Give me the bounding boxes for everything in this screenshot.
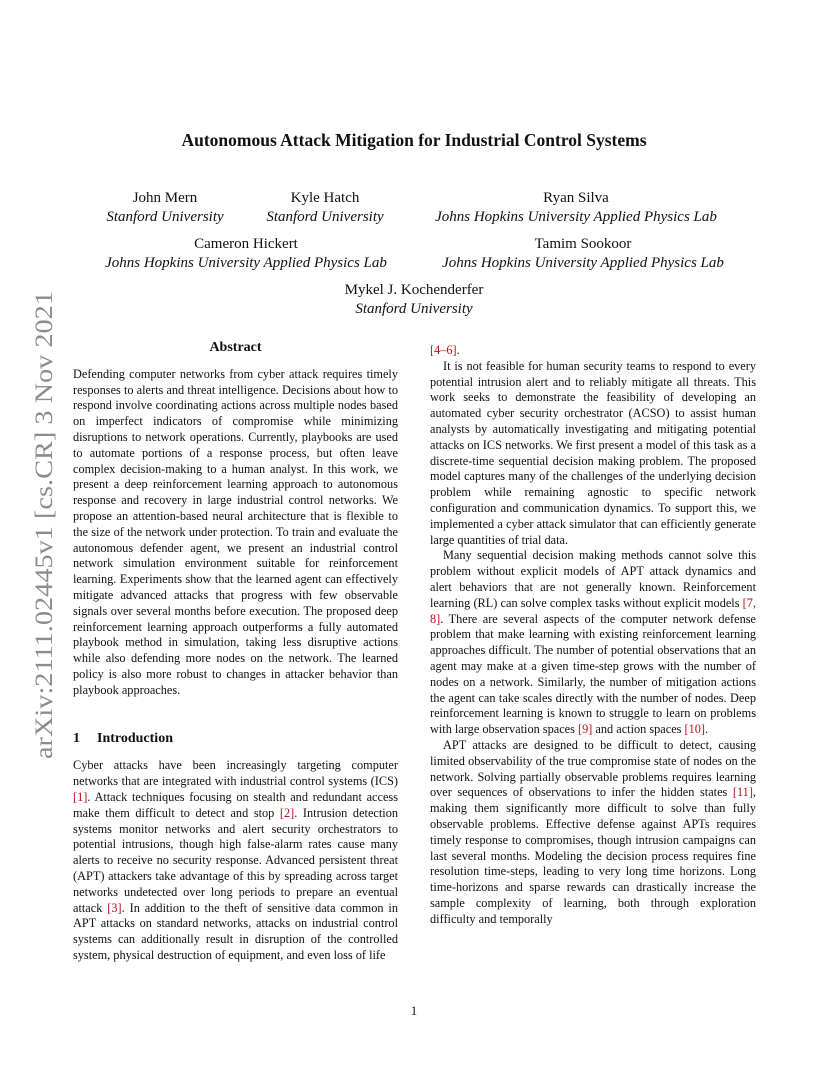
citation-link[interactable]: [1] xyxy=(73,789,88,804)
abstract-heading: Abstract xyxy=(209,340,262,355)
author-block xyxy=(254,189,396,227)
right-column xyxy=(430,343,756,927)
citation-link[interactable]: [4–6] xyxy=(430,343,457,357)
body-text: Cyber attacks have been increasingly targeting computer networks that are integrated with industrial control systems (ICS) xyxy=(73,758,398,789)
author-affiliation: Stanford University xyxy=(355,301,473,317)
citation-link[interactable]: [10] xyxy=(684,722,706,737)
author-block xyxy=(314,281,514,319)
body-text: . xyxy=(456,343,460,357)
section-number: 1 xyxy=(73,730,80,746)
citation-link[interactable]: [11] xyxy=(732,785,753,800)
author-block xyxy=(423,235,743,273)
author-name: Ryan Silva xyxy=(543,190,609,206)
author-affiliation: Johns Hopkins University Applied Physics Lab xyxy=(442,255,724,271)
author-name: Cameron Hickert xyxy=(194,236,298,252)
intro-paragraph-1-continued xyxy=(430,343,756,359)
author-block xyxy=(86,235,406,273)
intro-paragraph-2: It is not feasible for human security teams to respond to every potential intrusion alert and to reliably mitigate all threats. This work seeks to demonstrate the feasibility of developing an automated cyber security orchestrator (ACSO) to assist human analysts by automatically investigating and mitigating potential attacks on ICS networks. We first present a model of this task as a discrete-time sequential decision making problem. The proposed model captures many of the challenges of the underlying decision problem while remaining agnostic to specific network configuration and communication dynamics. To support this, we implemented a cyber attack simulator that can efficiently generate large quantities of trial data. xyxy=(430,358,756,547)
body-text: APT attacks are designed to be difficult to detect, causing limited observability of the true compromise state of nodes on the network. Solving partially observable problems requires learning over sequences of observations to infer the hidden states xyxy=(430,737,756,800)
author-name: Mykel J. Kochenderfer xyxy=(344,282,484,298)
citation-link[interactable]: [2] xyxy=(279,805,295,820)
body-text: , making them significantly more difficult to solve than fully observable problems. Effective defense against APTs requires timely response to compromises, though intrusion campaigns can last several months. Modeling the decision process requires fine resolution time-steps, leading to very long time horizons. Long time-horizons and sparse rewards can drastically increase the sample complexity of learning, both through exploration difficulty and temporally xyxy=(430,785,756,926)
author-affiliation: Stanford University xyxy=(106,209,224,225)
intro-paragraph-3 xyxy=(430,548,756,738)
author-affiliation: Stanford University xyxy=(266,209,384,225)
body-text: . Intrusion detection systems monitor networks and alert security orchestrators to potential intrusions, though high false-alarm rates cause many alerts to receive no security response. Advanced persistent threat (APT) attackers take advantage of this by spreading across target networks undetected over long periods to prepare an eventual attack xyxy=(73,805,398,915)
body-text: . Attack techniques focusing on stealth and redundant access make them difficult to detect and stop xyxy=(73,789,398,820)
author-block xyxy=(95,189,235,227)
body-text: . There are several aspects of the computer network defense problem that make learning with existing reinforcement learning approaches difficult. The number of potential observations that an agent may make at a given time-step grows with the number of nodes on a network. Similarly, the number of mitigation actions the agent can take scales directly with the number of nodes. Deep reinforcement learning is known to struggle to learn on problems with large observation spaces xyxy=(430,611,756,737)
section-heading xyxy=(73,731,398,747)
arxiv-identifier-text: arXiv:2111.02445v1 [cs.CR] 3 Nov 2021 xyxy=(29,337,58,759)
body-text: Many sequential decision making methods cannot solve this problem without explicit models of APT attack dynamics and alert behaviors that are not generally known. Reinforcement learning (RL) can solve complex tasks without explicit models xyxy=(430,548,756,610)
section-title: Introduction xyxy=(97,730,173,746)
intro-paragraph-4 xyxy=(430,738,756,928)
arxiv-identifier-svg xyxy=(22,289,62,759)
body-text: and action spaces xyxy=(592,722,685,737)
author-affiliation: Johns Hopkins University Applied Physics Lab xyxy=(435,209,717,225)
left-column xyxy=(73,340,398,964)
author-name: John Mern xyxy=(132,190,198,206)
intro-paragraph-1 xyxy=(73,758,398,963)
page-number: 1 xyxy=(410,1003,418,1018)
author-block xyxy=(416,189,736,227)
paper-title: Autonomous Attack Mitigation for Industrial Control Systems xyxy=(181,130,647,150)
citation-link[interactable]: [3] xyxy=(107,900,122,915)
author-name: Tamim Sookoor xyxy=(534,236,632,252)
abstract-text: Defending computer networks from cyber attack requires timely responses to alerts and threat intelligence. Decisions about how to respond involve coordinating actions across multiple nodes based on imperfect indicators of compromise while minimizing disruptions to network operations. Currently, playbooks are used to automate portions of a response process, but often leave complex decision-making to a human analyst. In this work, we present a deep reinforcement learning approach to autonomous response and recovery in large industrial control networks. We propose an attention-based neural architecture that is flexible to the size of the network under protection. To train and evaluate the autonomous defender agent, we present an industrial control network simulation environment suitable for reinforcement learning. Experiments show that the learned agent can effectively mitigate advanced attacks that progress with few observable signals over several months before execution. The proposed deep reinforcement learning approach outperforms a fully automated playbook method in simulation, taking less disruptive actions while also defending more nodes on the network. The learned policy is also more robust to changes in attacker behavior than playbook approaches. xyxy=(73,366,398,697)
body-text: . xyxy=(705,722,709,737)
citation-link[interactable]: [9] xyxy=(577,722,593,737)
author-affiliation: Johns Hopkins University Applied Physics Lab xyxy=(105,255,387,271)
author-name: Kyle Hatch xyxy=(290,190,360,206)
arxiv-identifier xyxy=(22,289,62,759)
citation-link[interactable]: [7, 8] xyxy=(430,595,756,626)
body-text: . In addition to the theft of sensitive data common in APT attacks on standard networks, attacks on industrial control systems can additionally result in disruption of the controlled system, physical destruction of equipment, and even loss of life xyxy=(73,900,399,962)
